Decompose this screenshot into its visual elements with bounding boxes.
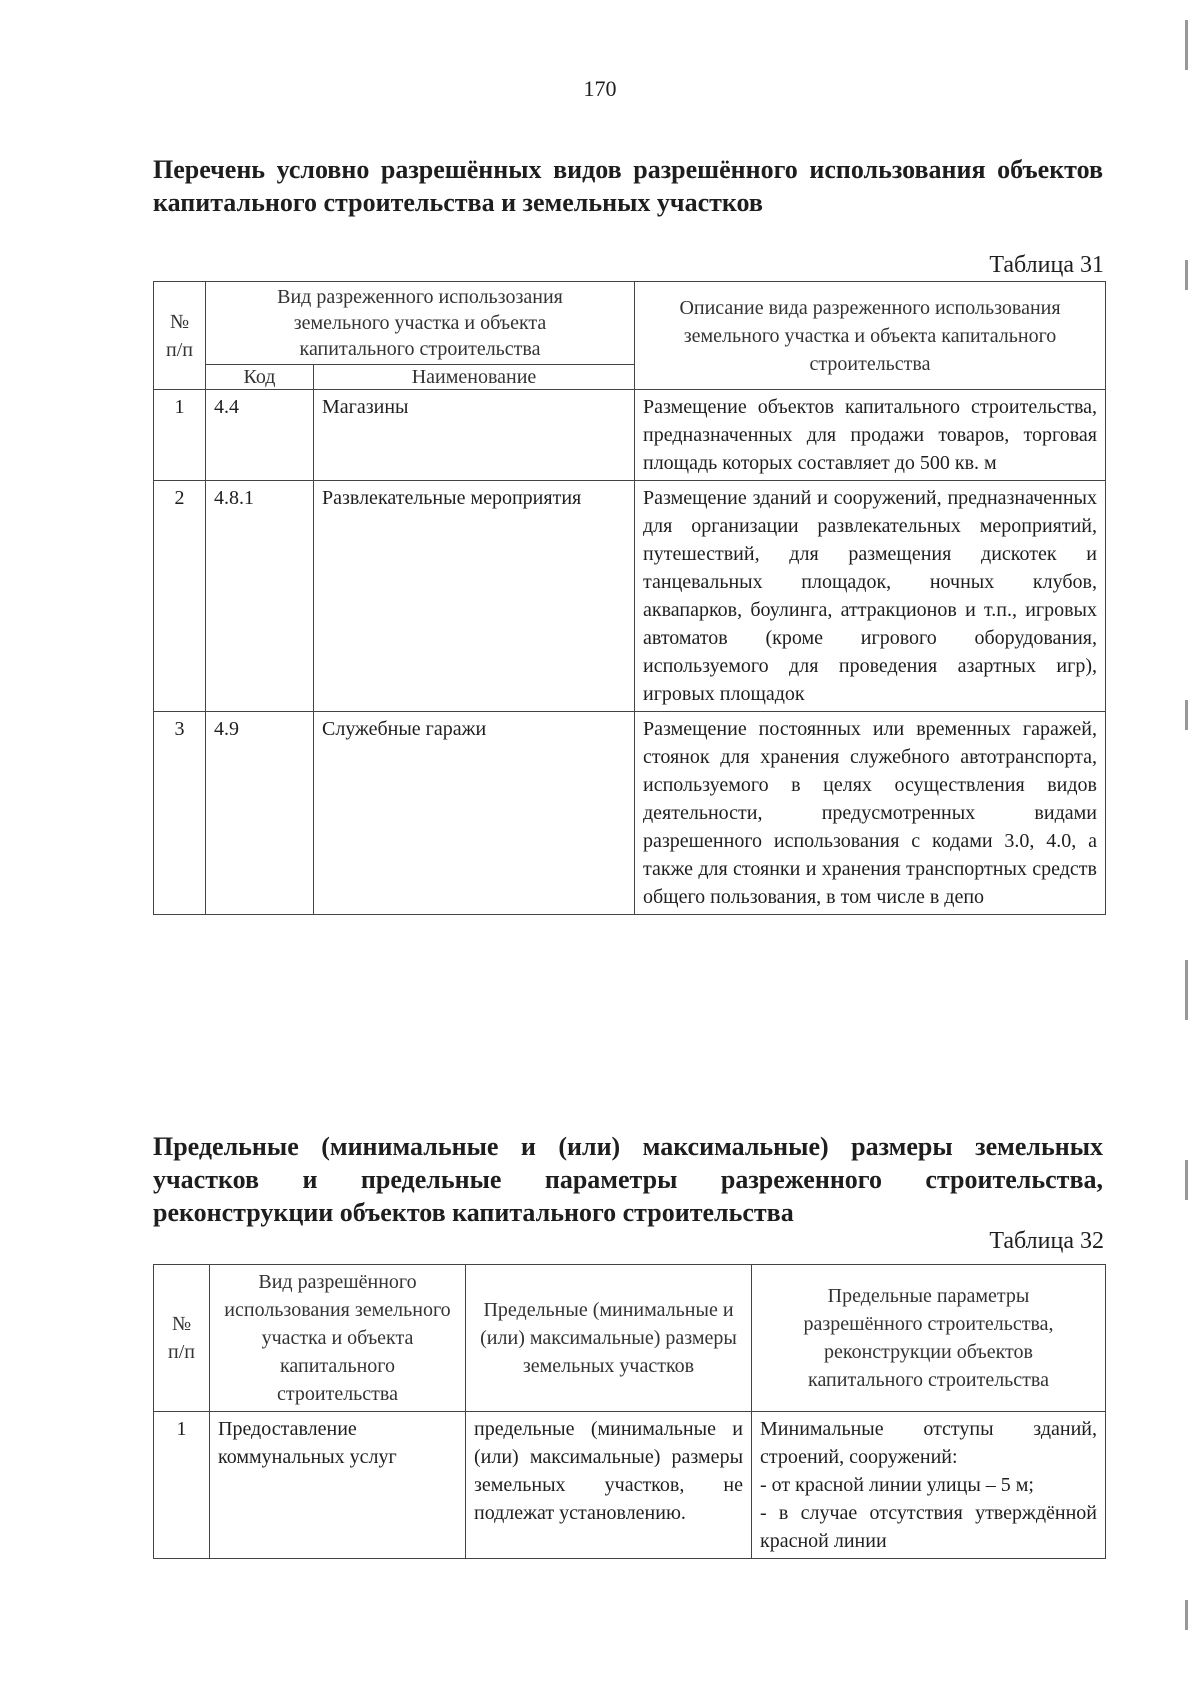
section-heading-conditional-uses: Перечень условно разрешённых видов разрешённого использования объектов капитального строительства и земельных участков [153, 155, 1103, 217]
row-num: 1 [154, 390, 206, 481]
header-description: Описание вида разреженного использования земельного участка и объекта капитального строительства [635, 282, 1106, 390]
header-num: № п/п [154, 282, 206, 390]
scan-edge-mark [1185, 20, 1188, 70]
scan-edge-mark [1185, 700, 1188, 730]
row-description: Размещение объектов капитального строительства, предназначенных для продажи товаров, торговая площадь которых составляет до 500 кв. м [635, 390, 1106, 481]
header-kind: Вид разрешённого использования земельного участка и объекта капитального строительства [210, 1265, 466, 1412]
params-intro: Минимальные отступы зданий, строений, сооружений: [760, 1418, 1097, 1468]
header-code: Код [206, 365, 314, 390]
section-heading-limit-parameters: Предельные (минимальные и (или) максимальные) размеры земельных участков и предельные параметры разреженного строительства, реконструкции объектов капитального строительства [153, 1132, 1103, 1227]
row-num: 2 [154, 481, 206, 712]
row-sizes: предельные (минимальные и (или) максимальные) размеры земельных участков, не подлежат установлению. [466, 1412, 752, 1559]
scan-edge-mark [1185, 1160, 1188, 1200]
row-code: 4.4 [206, 390, 314, 481]
scan-edge-mark [1185, 1600, 1188, 1630]
table-31-label: Таблица 31 [989, 252, 1104, 278]
row-description: Размещение зданий и сооружений, предназначенных для организации развлекательных мероприятий, путешествий, для размещения дискотек и танцевальных площадок, ночных клубов, аквапарков, боулинга, аттракционов и т.п., игровых автоматов (кроме игрового оборудования, используемого для проведения азартных игр), игровых площадок [635, 481, 1106, 712]
table-row [154, 712, 1106, 915]
row-params [752, 1412, 1106, 1559]
row-num: 1 [154, 1412, 210, 1559]
params-item: - в случае отсутствия утверждённой красной линии [760, 1502, 1097, 1552]
header-sizes: Предельные (минимальные и (или) максимальные) размеры земельных участков [466, 1265, 752, 1412]
scan-edge-mark [1185, 960, 1188, 1020]
header-kind: Вид разреженного использозания земельного участка и объекта капитального строительства [206, 282, 635, 365]
row-description: Размещение постоянных или временных гаражей, стоянок для хранения служебного автотранспорта, используемого в целях осуществления видов деятельности, предусмотренных видами разрешенного использования с кодами 3.0, 4.0, а также для стоянки и хранения транспортных средств общего пользования, в том числе в депо [635, 712, 1106, 915]
table-row [154, 1412, 1106, 1559]
row-code: 4.9 [206, 712, 314, 915]
table-row [154, 481, 1106, 712]
table-32-label: Таблица 32 [989, 1228, 1104, 1254]
table-31 [153, 281, 1106, 915]
table-32 [153, 1264, 1106, 1559]
row-name: Служебные гаражи [314, 712, 635, 915]
row-num: 3 [154, 712, 206, 915]
params-item: - от красной линии улицы – 5 м; [760, 1474, 1034, 1496]
header-name: Наименование [314, 365, 635, 390]
table-header-row [154, 1265, 1106, 1412]
row-name: Магазины [314, 390, 635, 481]
row-code: 4.8.1 [206, 481, 314, 712]
row-name: Развлекательные мероприятия [314, 481, 635, 712]
header-num: № п/п [154, 1265, 210, 1412]
scan-edge-mark [1185, 260, 1188, 290]
table-header-row [154, 282, 1106, 365]
row-kind: Предоставление коммунальных услуг [210, 1412, 466, 1559]
table-row [154, 390, 1106, 481]
page-number: 170 [583, 76, 617, 101]
header-params: Предельные параметры разрешённого строительства, реконструкции объектов капитального строительства [752, 1265, 1106, 1412]
